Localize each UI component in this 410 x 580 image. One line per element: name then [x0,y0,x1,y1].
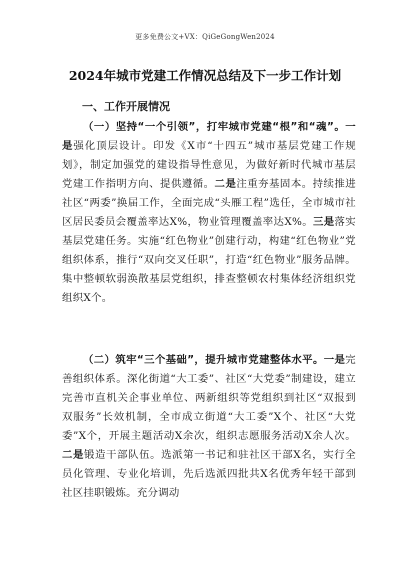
section-2-lead-1: 一是 [323,354,346,366]
header-note: 更多免费公文+VX：QiGeGongWen2024 [135,33,275,41]
section-2-lead-2: 二是 [62,449,85,461]
section-2-text-1: 完善组织体系。深化街道“大工委”、社区“大党委”制建设，建立完善市直机关企事业单位、两新组织等党组织到社区“双报到双服务”长效机制，全市成立街道“大工委”X个、社区“大党委”X个，开展主题活动X余次，组织志愿服务活动X余人次。 [62,354,356,442]
section-1-paragraph [62,118,356,308]
section-2-heading: （二）筑牢“三个基础”，提升城市党建整体水平。 [83,354,324,366]
section-2 [62,351,356,503]
section-1-lead-2: 二是 [214,178,237,190]
section-2-paragraph [62,351,356,503]
document-title: 2024年城市党建工作情况总结及下一步工作计划 [68,68,342,83]
section-heading-1: 一、工作开展情况 [82,100,170,113]
section-1-heading: （一）坚持“一个引领”，打牢城市党建“根”和“魂”。 [83,121,346,133]
section-1-lead-1: 一是 [62,121,356,152]
section-1-text-1: 强化顶层设计。印发《X市“十四五”城市基层党建工作规划》，制定加强党的建设指导性意见，为做好新时代城市基层党建工作指明方向、提供遵循。 [62,140,356,190]
section-1-text-3: 落实基层党建任务。实施“红色物业”创建行动，构建“红色物业”党组织体系，推行“双向交叉任职”，打造“红色物业”服务品牌。集中整顿软弱涣散基层党组织，排查整顿农村集体经济组织党组织X个。 [62,216,356,304]
section-1-text-2: 注重夯基固本。持续推进社区“两委”换届工作，全面完成“头雁工程”选任，全市城市社区居民委员会覆盖率达X%，物业管理覆盖率达X%。 [62,178,356,228]
section-2-text-2: 锻造干部队伍。选派第一书记和驻社区干部X名，实行全员化管理、专业化培训，先后选派四批共X名优秀年轻干部到社区挂职锻炼。充分调动 [62,449,356,499]
section-1-lead-3: 三是 [313,216,335,228]
section-1 [62,118,356,308]
